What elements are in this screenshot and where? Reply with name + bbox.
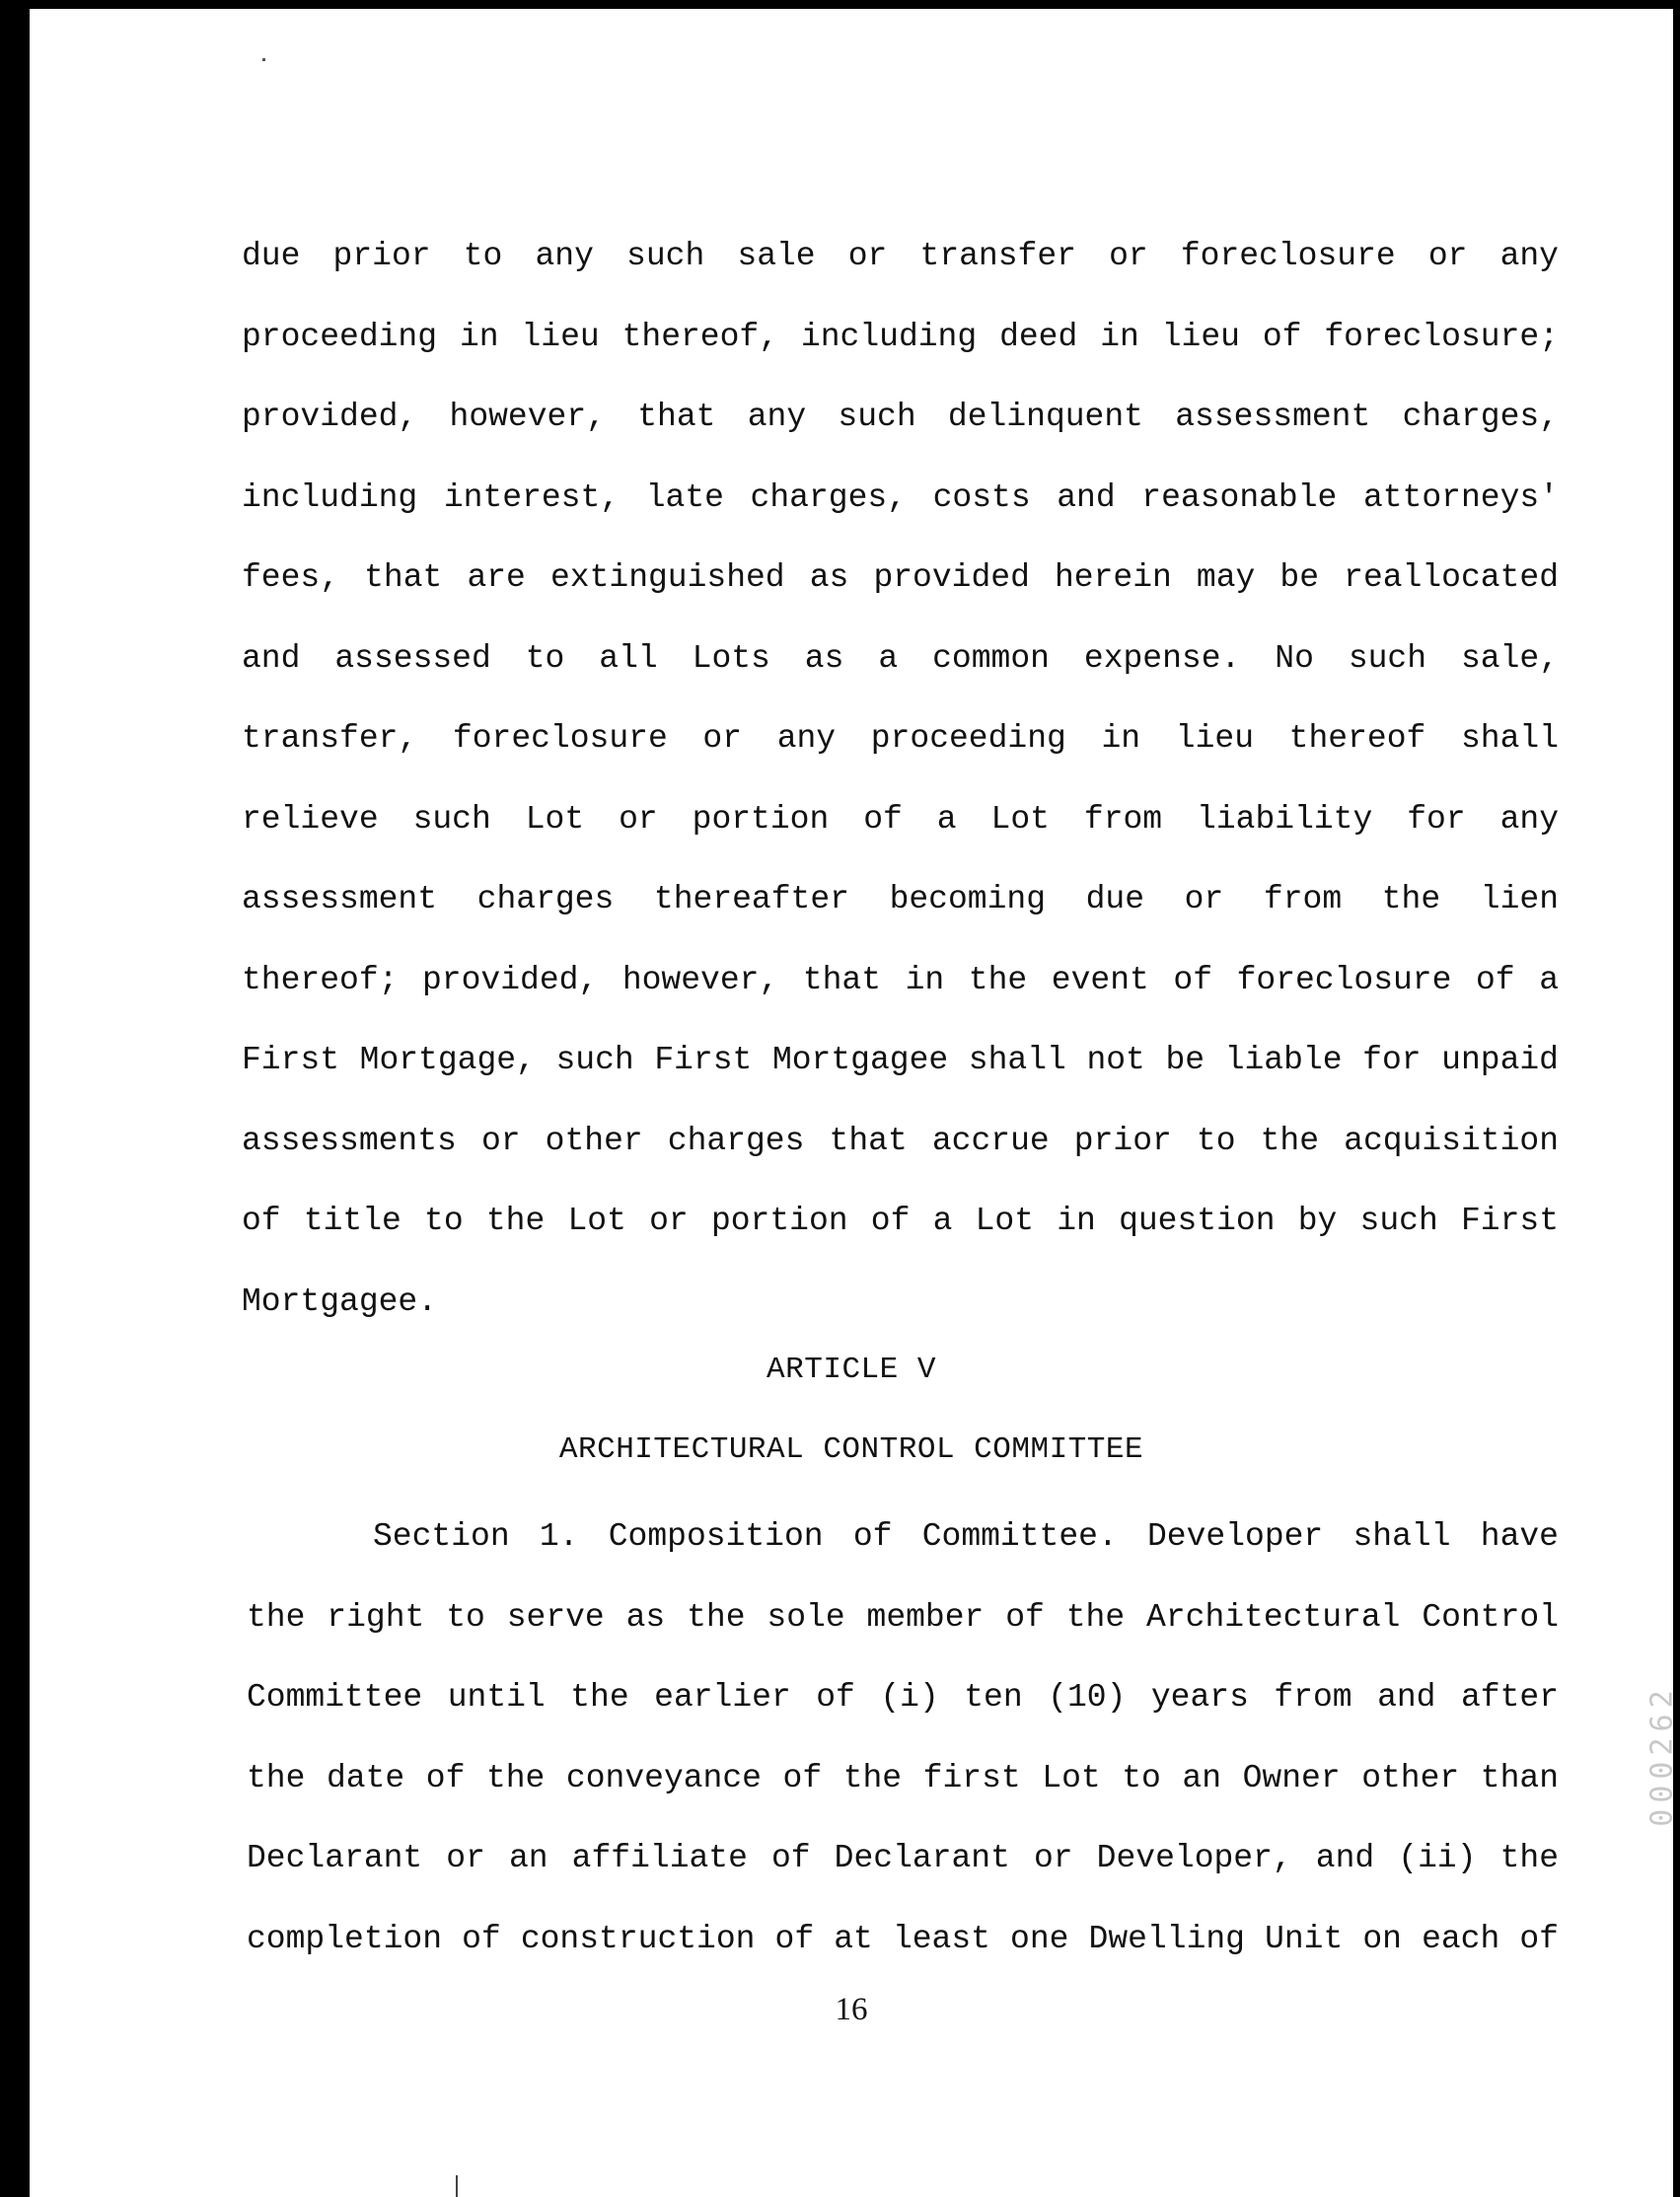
paragraph-line: assessments or other charges that accrue prior to the acquisition [242,1122,1559,1159]
paragraph-line: provided, however, that any such delinquent assessment charges, [242,399,1559,435]
section-line: completion of construction of at least one Dwelling Unit on each of [247,1920,1559,1957]
section-line: the right to serve as the sole member of the Architectural Control [247,1598,1559,1636]
section-line: Section 1. Composition of Committee. Developer shall have [373,1518,1559,1555]
paragraph-line: proceeding in lieu thereof, including deed in lieu of foreclosure; [242,318,1559,355]
page-number: 16 [835,1992,868,2027]
paragraph-line: including interest, late charges, costs and reasonable attorneys' [242,478,1559,516]
paragraph-continued [242,216,1559,1342]
paragraph-line: due prior to any such sale or transfer or foreclosure or any [242,238,1559,274]
paragraph-line: assessment charges thereafter becoming due or from the lien [242,881,1559,917]
section-line: the date of the conveyance of the first Lot to an Owner other than [247,1759,1559,1796]
article-title: ARCHITECTURAL CONTROL COMMITTEE [558,1432,1144,1467]
paragraph-line: transfer, foreclosure or any proceeding in lieu thereof shall [242,720,1559,757]
paragraph-line: First Mortgage, such First Mortgagee shall not be liable for unpaid [242,1042,1559,1078]
section-1-paragraph [247,1497,1559,1979]
paragraph-line: and assessed to all Lots as a common expense. No such sale, [242,639,1559,677]
paragraph-line: of title to the Lot or portion of a Lot in question by such First [242,1203,1559,1239]
margin-stamp [1644,1563,1680,1947]
document-page [30,9,1680,2197]
paragraph-line: Mortgagee. [242,1282,438,1320]
scan-mark [456,2175,458,2197]
paragraph-line: thereof; provided, however, that in the event of foreclosure of a [242,961,1559,998]
article-heading: ARTICLE V [767,1353,936,1387]
paragraph-line: relieve such Lot or portion of a Lot from liability for any [242,800,1559,838]
paragraph-line: fees, that are extinguished as provided herein may be reallocated [242,559,1559,596]
margin-stamp-number: 000262 [1644,1683,1680,1827]
scan-speck [262,58,265,61]
section-line: Committee until the earlier of (i) ten (10) years from and after [247,1679,1559,1716]
section-line: Declarant or an affiliate of Declarant or Developer, and (ii) the [247,1840,1559,1876]
